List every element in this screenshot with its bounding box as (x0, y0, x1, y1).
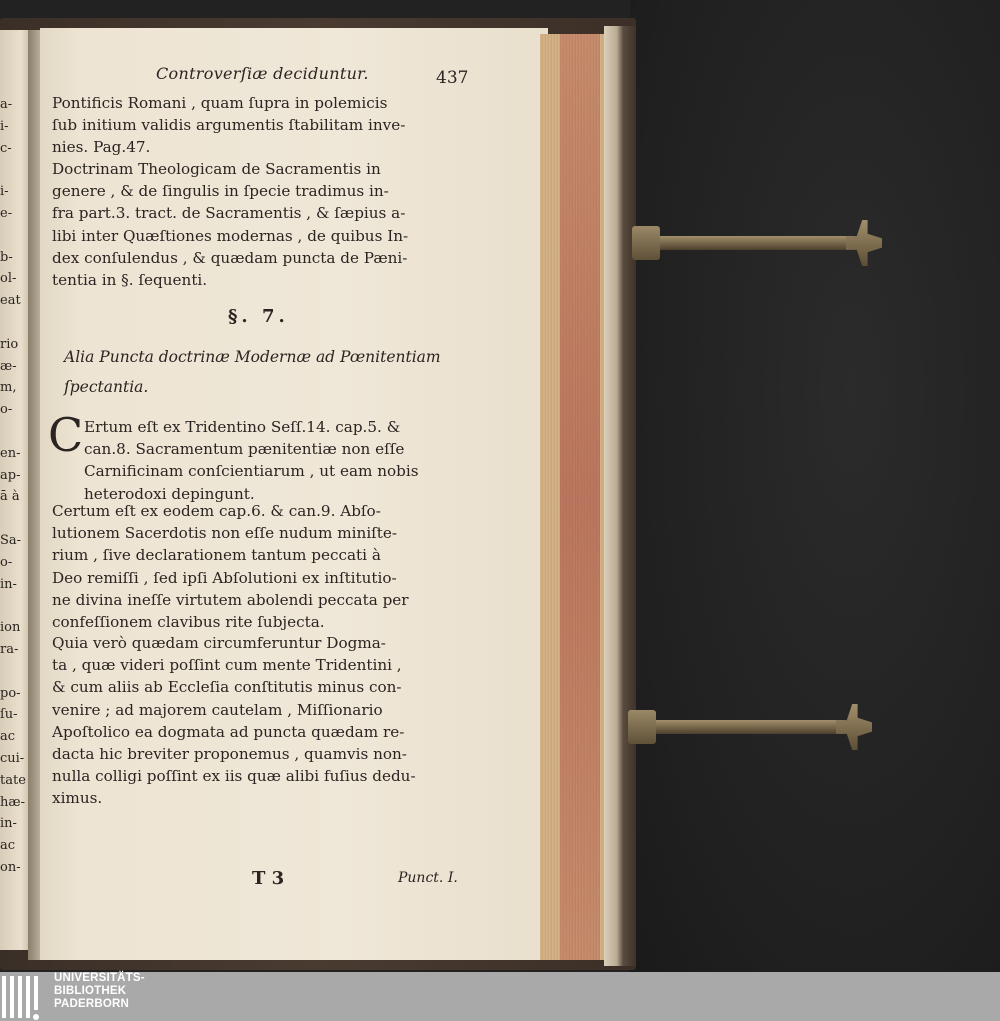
library-footer-bar (0, 972, 1000, 1021)
text-line: Ertum eſt ex Tridentino Seſſ.14. cap.5. & (84, 418, 401, 436)
margin-fragment: ra- (0, 641, 19, 657)
upper-brass-clasp (632, 226, 888, 260)
text-line: Deo remiſſi , ſed ipſi Abſolutioni ex inſtitutio- (52, 568, 397, 587)
library-logo-icon (2, 976, 46, 1018)
drop-cap: C (48, 408, 84, 462)
margin-fragment: ac (0, 729, 16, 745)
text-line: ximus. (52, 789, 103, 808)
text-line: Pontificis Romani , quam ſupra in polemicis (52, 94, 388, 112)
margin-fragment (0, 225, 26, 247)
margin-fragment: ion (0, 620, 21, 636)
text-line: ſub initium validis argumentis ſtabilitam inve- (52, 116, 406, 135)
catchword: Punct. I. (398, 870, 458, 886)
margin-fragment: on- (0, 859, 21, 875)
page-number: 437 (436, 68, 469, 88)
text-line: dacta hic breviter proponemus , quamvis non- (52, 744, 407, 763)
library-line-3: PADERBORN (54, 998, 130, 1010)
margin-fragment: Sa- (0, 532, 22, 548)
text-line: rium , ſive declarationem tantum peccati à (52, 546, 381, 565)
library-line-2: BIBLIOTHEK (54, 985, 127, 997)
margin-fragment (0, 159, 26, 181)
text-line: fra part.3. tract. de Sacramentis , & ſæpius a- (52, 204, 406, 223)
paragraph-4 (52, 500, 474, 633)
margin-fragment: eat (0, 293, 21, 309)
margin-fragment: æ- (0, 358, 17, 374)
section-mark: §. 7. (228, 306, 289, 327)
text-line: ta , quæ videri poſſint cum mente Tridentini , (52, 656, 402, 675)
section-heading (64, 342, 484, 402)
text-line: Quia verò quædam circumferuntur Dogma- (52, 634, 386, 652)
text-line: & cum aliis ab Eccleſia conſtitutis minus con- (52, 678, 402, 697)
margin-fragment (0, 312, 26, 334)
margin-fragment: e- (0, 205, 13, 221)
lower-brass-clasp (628, 710, 880, 744)
margin-fragment (0, 508, 26, 530)
margin-fragment (0, 421, 26, 443)
margin-fragment: o- (0, 554, 13, 570)
text-line: Doctrinam Theologicam de Sacramentis in (52, 160, 381, 178)
red-edge-stain (560, 34, 600, 960)
text-line: ne divina ineſſe virtutem abolendi peccata per (52, 590, 409, 609)
text-line: Alia Puncta doctrinæ Modernæ ad Pœnitentiam (64, 348, 441, 366)
text-line: can.8. Sacramentum pænitentiæ non eſſe (84, 440, 405, 459)
paragraph-1 (52, 92, 474, 159)
margin-fragment: b- (0, 249, 13, 265)
margin-fragment: tate (0, 772, 26, 788)
margin-fragment: in- (0, 816, 17, 832)
dark-cloth-background (630, 0, 1000, 972)
margin-fragment: en- (0, 445, 21, 461)
text-line: lutionem Sacerdotis non eſſe nudum miniſte- (52, 524, 398, 543)
text-line: dex conſulendus , & quædam puncta de Pæni- (52, 248, 408, 267)
margin-fragment: ā à (0, 489, 20, 505)
margin-fragment: in- (0, 576, 17, 592)
text-line: libi inter Quæſtiones modernas , de quibus In- (52, 226, 409, 245)
text-line: Certum eſt ex eodem cap.6. & can.9. Abſo- (52, 502, 381, 520)
margin-fragment: ac (0, 838, 16, 854)
paragraph-2 (52, 158, 474, 291)
margin-fragment: hæ- (0, 794, 25, 810)
margin-fragment: a- (0, 97, 13, 112)
margin-fragment: o- (0, 402, 13, 418)
text-line: tentia in §. ſequenti. (52, 270, 208, 289)
margin-fragment: i- (0, 184, 9, 200)
margin-fragment: cui- (0, 750, 25, 766)
text-line: ſpectantia. (64, 378, 149, 396)
margin-fragment: m, (0, 380, 17, 396)
margin-fragment: c- (0, 140, 12, 156)
text-line: confeſſionem clavibus rite ſubjecta. (52, 612, 325, 631)
paragraph-3 (84, 416, 476, 505)
text-line: genere , & de ſingulis in ſpecie tradimus in- (52, 182, 389, 201)
margin-fragment (0, 661, 26, 683)
library-line-1: UNIVERSITÄTS- (54, 972, 145, 984)
signature-mark: T 3 (252, 868, 285, 889)
text-line: nies. Pag.47. (52, 138, 151, 157)
text-line: nulla colligi poſſint ex iis quæ alibi fuſius dedu- (52, 767, 416, 786)
running-head: Controverſiæ deciduntur. (156, 64, 369, 83)
paragraph-5 (52, 632, 474, 810)
margin-fragment: ol- (0, 271, 17, 287)
book-fore-edge-cover (604, 26, 636, 966)
text-line: Apoſtolico ea dogmata ad puncta quædam re- (52, 722, 405, 741)
margin-fragment: ap- (0, 467, 21, 483)
text-line: Carnificinam conſcientiarum , ut eam nobis (84, 462, 419, 481)
margin-fragment (0, 595, 26, 617)
left-page-margin-text (0, 94, 26, 879)
text-line: venire ; ad majorem cautelam , Miſſionario (52, 700, 383, 719)
margin-fragment: rio (0, 336, 19, 352)
margin-fragment: po- (0, 685, 21, 701)
text-line: heterodoxi depingunt. (84, 484, 255, 503)
margin-fragment: ſu- (0, 707, 18, 723)
library-name (54, 972, 145, 1011)
margin-fragment: i- (0, 118, 9, 134)
